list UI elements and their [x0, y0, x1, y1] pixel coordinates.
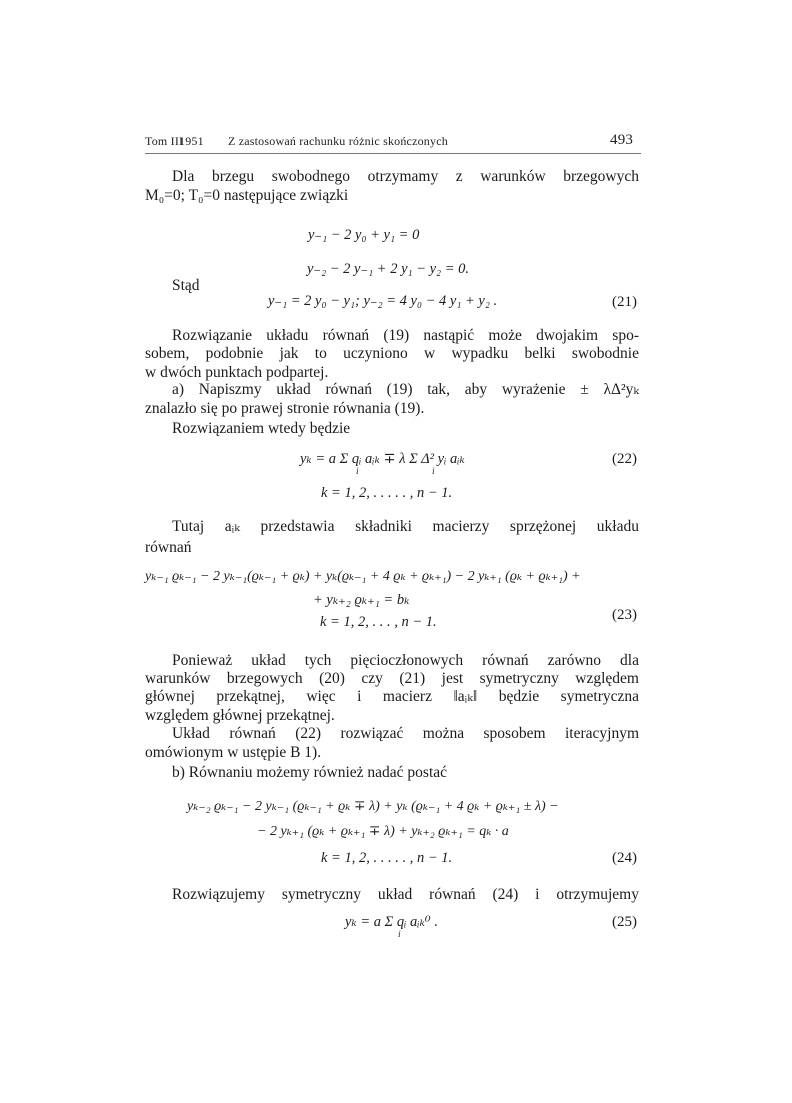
- paragraph-line: równań: [145, 539, 192, 556]
- paragraph-line: a) Napiszmy układ równań (19) tak, aby wyrażenie ± λΔ²yₖ: [172, 381, 639, 398]
- header-volume: Tom III: [145, 134, 184, 148]
- equation-22-sum-index: i: [432, 467, 435, 477]
- paragraph-line: Ponieważ układ tych pięcioczłonowych równań zarówno dla: [172, 652, 639, 669]
- paragraph-line: sobem, podobnie jak to uczyniono w wypadku belki swobodnie: [145, 345, 639, 362]
- page-number: 493: [610, 132, 634, 148]
- equation-number-21: (21): [612, 294, 637, 310]
- paragraph-line: omówionym w ustępie B 1).: [145, 744, 322, 761]
- equation-number-24: (24): [612, 850, 637, 866]
- paragraph-line: Dla brzegu swobodnego otrzymamy z warunków brzegowych: [172, 168, 639, 185]
- paragraph-line: względem głównej przekątnej.: [145, 707, 335, 724]
- equation-22-sum-index: i: [356, 467, 359, 477]
- paragraph-line: M₀=0; T₀=0 następujące związki: [145, 187, 349, 204]
- equation-number-25: (25): [612, 914, 637, 930]
- equation-22-range: k = 1, 2, . . . . . , n − 1.: [321, 485, 453, 501]
- equation-22: yₖ = a Σ qᵢ aᵢₖ ∓ λ Σ Δ² yᵢ aᵢₖ: [300, 451, 465, 467]
- equation-number-23: (23): [612, 607, 637, 623]
- equation-25-sum-index: i: [398, 930, 401, 940]
- equation-21: y₋₁ = 2 y₀ − y₁; y₋₂ = 4 y₀ − 4 y₁ + y₂ .: [268, 293, 498, 309]
- paragraph-line: Rozwiązaniem wtedy będzie: [172, 420, 351, 437]
- paragraph-line: znalazło się po prawej stronie równania (19).: [145, 400, 425, 417]
- equation-23-range: k = 1, 2, . . . , n − 1.: [320, 614, 437, 630]
- paragraph-line: w dwóch punktach podpartej.: [145, 364, 329, 381]
- stad-label: Stąd: [172, 277, 200, 294]
- equation-boundary-2: y₋₂ − 2 y₋₁ + 2 y₁ − y₂ = 0.: [307, 261, 469, 277]
- paragraph-line: warunków brzegowych (20) czy (21) jest symetryczny względem: [145, 670, 639, 687]
- paragraph-line: głównej przekątnej, więc i macierz ‖aᵢₖ‖ będzie symetryczna: [145, 688, 639, 705]
- header-title: Z zastosowań rachunku różnic skończonych: [228, 134, 448, 148]
- paragraph-line: Rozwiązujemy symetryczny układ równań (24) i otrzymujemy: [172, 886, 639, 903]
- equation-24-line-1: yₖ₋₂ ϱₖ₋₁ − 2 yₖ₋₁ (ϱₖ₋₁ + ϱₖ ∓ λ) + yₖ (ϱₖ₋₁ + 4 ϱₖ + ϱₖ₊₁ ± λ) −: [187, 799, 559, 814]
- equation-boundary-1: y₋₁ − 2 y₀ + y₁ = 0: [308, 227, 420, 243]
- equation-23-line-1: yₖ₋₁ ϱₖ₋₁ − 2 yₖ₋₁(ϱₖ₋₁ + ϱₖ) + yₖ(ϱₖ₋₁ + 4 ϱₖ + ϱₖ₊₁) − 2 yₖ₊₁ (ϱₖ + ϱₖ₊₁) +: [145, 569, 581, 584]
- equation-24-range: k = 1, 2, . . . . . , n − 1.: [321, 850, 453, 866]
- paragraph-line: b) Równaniu możemy również nadać postać: [172, 764, 448, 781]
- paragraph-line: Rozwiązanie układu równań (19) nastąpić może dwojakim spo-: [172, 327, 639, 344]
- equation-25: yₖ = a Σ qᵢ aᵢₖ⁰ .: [345, 914, 438, 930]
- header-rule: [145, 153, 641, 154]
- header-year: 1951: [179, 134, 204, 148]
- equation-23-line-2: + yₖ₊₂ ϱₖ₊₁ = bₖ: [313, 592, 410, 608]
- paragraph-line: Tutaj aᵢₖ przedstawia składniki macierzy sprzężonej układu: [172, 518, 639, 535]
- equation-number-22: (22): [612, 451, 637, 467]
- equation-24-line-2: − 2 yₖ₊₁ (ϱₖ + ϱₖ₊₁ ∓ λ) + yₖ₊₂ ϱₖ₊₁ = qₖ · a: [257, 824, 509, 839]
- paragraph-line: Układ równań (22) rozwiązać można sposobem iteracyjnym: [172, 725, 639, 742]
